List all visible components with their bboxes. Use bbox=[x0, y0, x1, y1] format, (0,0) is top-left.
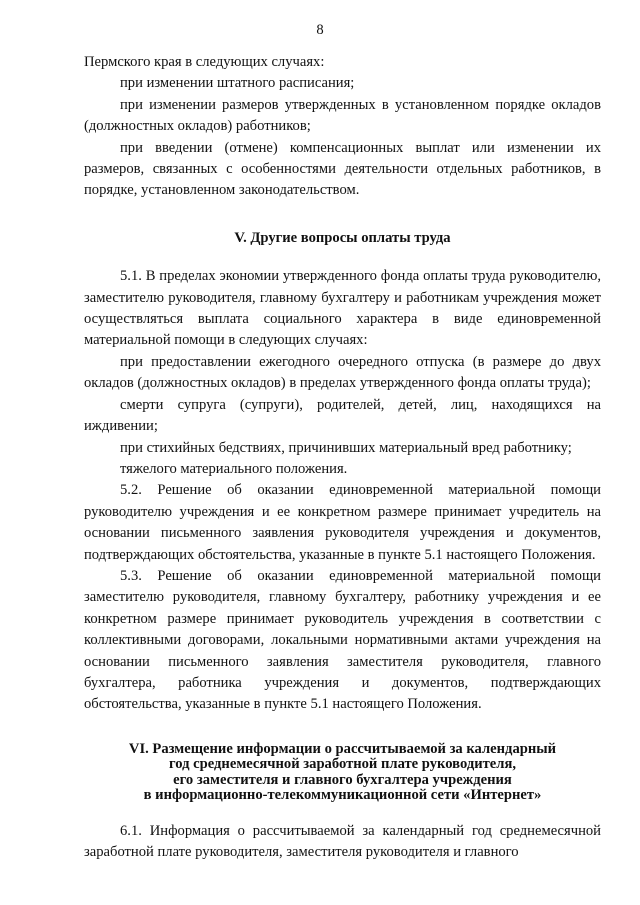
section-6-heading-line: в информационно-телекоммуникационной сети «Интернет» bbox=[143, 787, 542, 804]
document-body bbox=[84, 52, 601, 864]
section-6-heading-line: его заместителя и главного бухгалтера учреждения bbox=[173, 771, 512, 788]
list-item: смерти супруга (супруги), родителей, детей, лиц, находящихся на иждивении; bbox=[84, 396, 601, 435]
list-item: тяжелого материального положения. bbox=[120, 460, 348, 477]
paragraph-6-1: 6.1. Информация о рассчитываемой за календарный год среднемесячной заработной плате руководителя, заместителя руководителя и главного bbox=[84, 822, 601, 861]
section-6-heading bbox=[84, 742, 601, 804]
intro-item: при введении (отмене) компенсационных выплат или изменении их размеров, связанных с особенностями деятельности отдельных работников, в порядке, установленном законодательством. bbox=[84, 139, 601, 199]
intro-item: при изменении штатного расписания; bbox=[120, 75, 355, 92]
list-item: при стихийных бедствиях, причинивших материальный вред работнику; bbox=[120, 439, 572, 456]
paragraph-5-3: 5.3. Решение об оказании единовременной материальной помощи заместителю руководителя, главному бухгалтеру, работнику учреждения и ее конкретном размере принимает руководитель учреждения в соответствии с коллективными договорами, локальными нормативными актами учреждения на основании письменного заявления заместителя руководителя, главного бухгалтера, работника учреждения и документов, подтверждающих обстоятельства, указанные в пункте 5.1 настоящего Положения. bbox=[84, 567, 601, 713]
list-item: при предоставлении ежегодного очередного отпуска (в размере до двух окладов (должностных окладов) в пределах утвержденного фонда оплаты труда); bbox=[84, 353, 601, 392]
section-5-heading: V. Другие вопросы оплаты труда bbox=[234, 229, 451, 246]
section-6-heading-line: год среднемесячной заработной плате руководителя, bbox=[169, 756, 516, 773]
paragraph-5-1: 5.1. В пределах экономии утвержденного фонда оплаты труда руководителю, заместителю руководителя, главному бухгалтеру и работникам учреждения может осуществляться выплата социального характера в виде единовременной материальной помощи в следующих случаях: bbox=[84, 268, 601, 349]
intro-line: Пермского края в следующих случаях: bbox=[84, 54, 325, 70]
page-number: 8 bbox=[316, 22, 324, 38]
intro-item: при изменении размеров утвержденных в установленном порядке окладов (должностных окладов) работников; bbox=[84, 96, 601, 135]
section-6-heading-line: VI. Размещение информации о рассчитываемой за календарный bbox=[128, 740, 557, 757]
paragraph-5-2: 5.2. Решение об оказании единовременной материальной помощи руководителю учреждения и ее конкретном размере принимает учредитель на основании письменного заявления руководителя учреждения и документов, подтверждающих обстоятельства, указанные в пункте 5.1 настоящего Положения. bbox=[84, 482, 601, 563]
